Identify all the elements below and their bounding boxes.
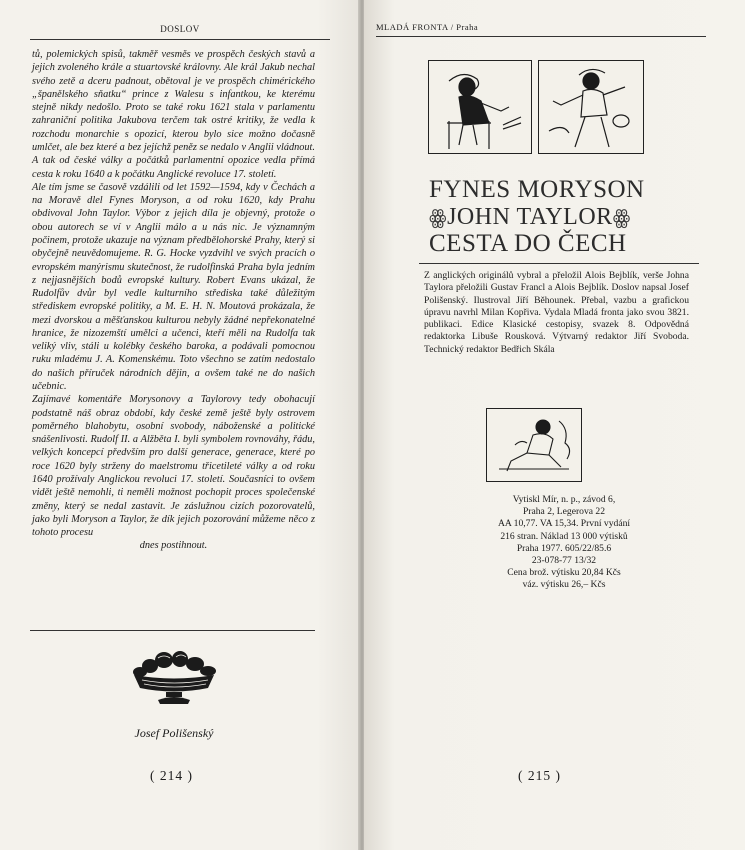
afterword-paragraph: tů, polemických spisů, takměř vesměs ve prospěch českých stavů a jejich zvoleného krále a stuartovské královny. Ale král Jakub nechal svého zetě a dceru padnout, obětoval je ve prospěch chimérického „španělského sňatku“ prince z Walesu s infantkou, ke kterému stejně nikdy nedošlo. Proto se také roku 1621 stala v parlamentu zahraniční politika Jakubova terčem tak ostré kritiky, že vedla k rozchodu monarchie s opozicí, kterou bylo sice možno dočasně umlčet, ale bez které a bez jejíchž peněz se nedalo v Anglii vládnout. A tak od české války a počátků parlamentní opozice vedla přímá cesta k roku 1640 a k počátku Anglické revoluce 17. století. — [32, 49, 315, 180]
afterword-paragraph: Zajímavé komentáře Morysonovy a Taylorovy tedy obohacují podstatně náš obraz období, kdy české země ještě byly ostrovem poměrného blahobytu, osobní svobody, náboženské a politické snášenlivosti. Rudolf II. a Alžběta I. byli symbolem rovnováhy, řádu, velkých koncepcí předvším pro další generace, generace, které po roce 1620 byly strženy do maelstromu třicetileté války a od roku 1640 prožívaly Anglickou revoluci 17. století. Současníci to ovšem vidět ještě nemohli, ti neměli možnost pochopit proces společenské změny, který se nedal zastavit. Je záslužnou cizích pozorovatelů, jako byli Moryson a Taylor, že dík jejich pozorování můžeme něco z tohoto procesu — [32, 394, 315, 539]
afterword-paragraph: Ale tím jsme se časově vzdálili od let 1592—1594, kdy v Čechách a na Moravě dlel Fynes Moryson, a od roku 1620, kdy Prahu obdivoval John Taylor. Výbor z jejich díla je objevný, protože o obou autorech se ví v Anglii málo a u nás nic. Je významným počinem, protože ukazuje na význam předbělohorské Prahy, který si obyčejně neuvědomujeme. R. G. Hocke vyzdvihl ve svých pracích o evropském manýrismu skutečnost, že rudolfinská Praha byla jedním z nejjasnějších bodů evropské kultury. Robert Evans ukázal, že Rudolfův dvůr byl vedle kulturního střediska také důležitým střediskem evropské politiky, a M. E. H. N. Moutová prokázala, že mezi dvorskou a měšťanskou kulturou nebyly žádné nepřekonatelné hranice, že nizozemští umělci a učenci, kteří měli na Rudolfa tak veliký vliv, stáli u kolébky českého baroka, a podávali pomocnou ruku mladému J. A. Komenskému. Toto všechno se zatím nedostalo do našich příruček národních dějin, a ovšem také ne do našich učebnic. — [32, 181, 315, 393]
writing-figure-illustration — [486, 408, 582, 482]
swash-right: ꙮ — [612, 207, 631, 229]
seated-traveler-illustration — [428, 60, 532, 154]
page-number-left: ( 214 ) — [150, 768, 193, 783]
running-head-right: MLADÁ FRONTA / Praha — [376, 22, 479, 32]
imprint-line: Praha 2, Legerova 22 — [522, 506, 606, 518]
fruit-basket-ornament — [128, 648, 220, 708]
title-author-1: FYNES MORYSON — [429, 176, 645, 203]
imprint-line: váz. výtisku 26,– Kčs — [522, 579, 606, 591]
colophon-credits: Z anglických originálů vybral a přeložil Alois Bejblík, verše Johna Taylora přeložili Gustav Francl a Alois Bejblík. Doslov napsal Josef Polišenský. Ilustroval Jiří Běhounek. Přebal, vazbu a grafickou úpravu navrhl Milan Kopřiva. Vydala Mladá fronta jako svou 3821. publikaci. Edice Klasické cestopisy, svazek 8. Odpovědná redaktorka Libuše Rousková. Výtvarný redaktor Jiří Svoboda. Technický redaktor Bedřich Skála — [424, 270, 689, 355]
afterword-text — [32, 48, 315, 553]
dancing-figure-illustration — [538, 60, 644, 154]
afterword-closing-line: dnes postihnout. — [139, 540, 208, 552]
right-page — [364, 0, 745, 850]
imprint-block — [444, 494, 684, 592]
left-page — [0, 0, 360, 850]
book-title: CESTA DO ČECH — [429, 230, 627, 257]
running-head-left: DOSLOV — [160, 24, 200, 34]
header-rule-left — [30, 39, 330, 40]
imprint-line: Cena brož. výtisku 20,84 Kčs — [507, 567, 621, 579]
swash-left: ꙮ — [429, 207, 448, 229]
title-author-2-text: JOHN TAYLOR — [447, 204, 613, 230]
imprint-line: Praha 1977. 605/22/85.6 — [516, 542, 612, 554]
text-end-rule — [30, 630, 315, 631]
title-author-2 — [429, 204, 699, 231]
imprint-line: Vytiskl Mír, n. p., závod 6, — [512, 494, 616, 505]
imprint-line: AA 10,77. VA 15,34. První vydání — [497, 518, 631, 530]
author-signature: Josef Polišenský — [134, 726, 214, 740]
header-rule-right — [376, 36, 706, 37]
page-number-right: ( 215 ) — [518, 768, 561, 783]
imprint-line: 23-078-77 13/32 — [531, 555, 597, 567]
title-rule — [419, 263, 699, 264]
imprint-line: 216 stran. Náklad 13 000 výtisků — [500, 530, 628, 542]
